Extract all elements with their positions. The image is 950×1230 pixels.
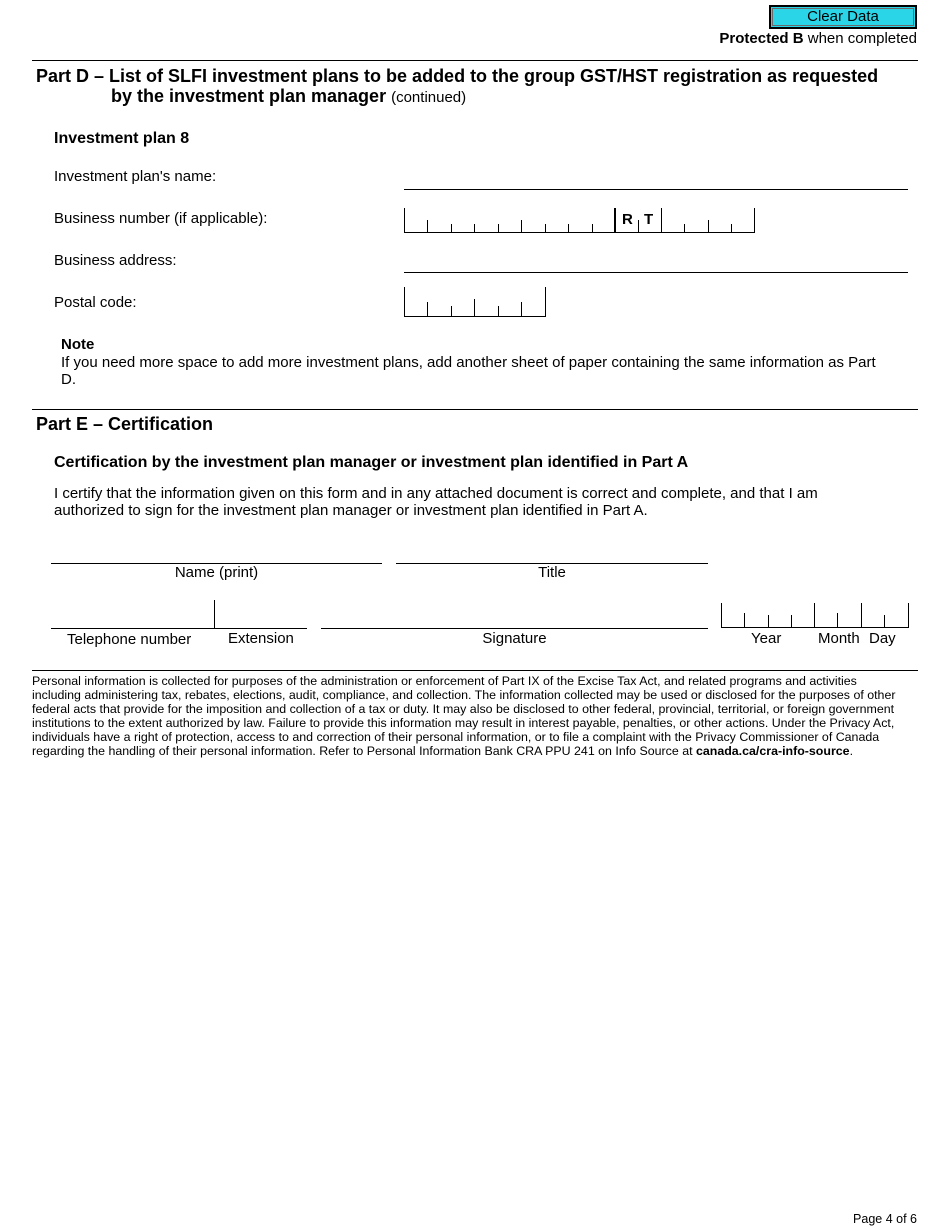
business-address-label: Business address: [54, 252, 177, 269]
protected-status [719, 30, 917, 47]
privacy-text: Personal information is collected for purposes of the administration or enforcement of Part IX of the Excise Tax Act, and related programs and activities including administering tax, rebates, elections, audit, compliance, and collection. The information collected may be used or disclosed for the purposes of other federal acts that provide for the imposition and collection of a tax or duty. It may also be disclosed to other federal, provincial, territorial, or foreign government institutions to the extent authorized by law. Failure to provide this information may result in interest payable, penalties, or other actions. Under the Privacy Act, individuals have a right of protection, access to and correction of their personal information, or to file a complaint with the Privacy Commissioner of Canada regarding the handling of their personal information. Refer to Personal Information Bank CRA PPU 241 on Info Source at [32, 674, 896, 758]
bn-tick [708, 220, 709, 232]
plan-name-label: Investment plan's name: [54, 168, 217, 185]
postal-tick [427, 302, 428, 316]
note-text: If you need more space to add more investment plans, add another sheet of paper containing the same information as Part D. [61, 354, 876, 388]
date-tick [908, 603, 909, 628]
bn-r: R [622, 211, 633, 228]
privacy-end: . [849, 744, 854, 758]
telephone-label: Telephone number [67, 631, 192, 648]
bn-tick [731, 224, 732, 232]
bn-tick [661, 208, 662, 233]
bn-tick [592, 224, 593, 232]
divider [32, 409, 918, 410]
protected-level: Protected B [719, 30, 804, 47]
bn-tick [638, 220, 639, 232]
divider [32, 670, 918, 671]
certification-text: I certify that the information given on this form and in any attached document is correct and complete, and that I am authorized to sign for the investment plan manager or investment plan identified in Part A. [54, 485, 818, 519]
postal-baseline [404, 316, 546, 317]
date-tick [814, 603, 815, 628]
date-tick [861, 603, 862, 628]
title-label: Title [538, 564, 566, 581]
postal-tick [498, 306, 499, 316]
bn-t: T [644, 211, 654, 228]
date-tick [791, 615, 792, 627]
part-d-continued: (continued) [391, 89, 467, 106]
date-tick [721, 603, 722, 628]
investment-plan-heading: Investment plan 8 [54, 130, 190, 147]
bn-tick [451, 224, 452, 232]
clear-data-button[interactable]: Clear Data [769, 5, 917, 29]
postal-tick [404, 287, 405, 317]
divider [32, 60, 918, 61]
name-print-label: Name (print) [174, 564, 259, 581]
postal-code-field[interactable] [404, 287, 546, 317]
certification-heading: Certification by the investment plan manager or investment plan identified in Part A [54, 454, 689, 471]
page-number: Page 4 of 6 [853, 1212, 917, 1226]
date-tick [768, 615, 769, 627]
bn-tick [545, 224, 546, 232]
bn-tick [474, 224, 475, 232]
part-d-title-line1: Part D – List of SLFI investment plans to be added to the group GST/HST registration as requested [36, 66, 879, 86]
day-label: Day [869, 630, 896, 647]
postal-code-label: Postal code: [54, 294, 137, 311]
signature-label: Signature [482, 630, 547, 647]
date-tick [837, 613, 838, 627]
business-number-label: Business number (if applicable): [54, 210, 268, 227]
bn-tick [754, 208, 755, 233]
date-field[interactable] [721, 603, 909, 628]
business-number-field[interactable] [404, 208, 755, 233]
note-heading: Note [61, 336, 95, 353]
telephone-field[interactable] [51, 628, 307, 629]
part-d-title-line2 [111, 86, 466, 107]
privacy-statement [32, 674, 908, 758]
year-label: Year [751, 630, 782, 647]
part-e-title: Part E – Certification [36, 414, 214, 434]
bn-baseline [404, 232, 755, 233]
signature-field[interactable] [321, 628, 708, 629]
postal-tick [521, 302, 522, 316]
bn-tick [498, 224, 499, 232]
bn-tick [568, 224, 569, 232]
bn-tick [521, 220, 522, 232]
bn-tick [684, 224, 685, 232]
plan-name-field[interactable] [404, 189, 908, 190]
bn-tick [614, 208, 616, 233]
extension-divider [214, 600, 215, 628]
protected-suffix: when completed [803, 30, 917, 47]
extension-label: Extension [228, 630, 294, 647]
month-label: Month [818, 630, 860, 647]
date-tick [744, 613, 745, 627]
business-address-field[interactable] [404, 272, 908, 273]
bn-tick [427, 220, 428, 232]
date-baseline [721, 627, 909, 628]
postal-tick [451, 306, 452, 316]
info-source-link[interactable]: canada.ca/cra-info-source [695, 744, 850, 758]
postal-tick [474, 299, 475, 316]
bn-tick [404, 208, 405, 233]
part-d-title-manager: by the investment plan manager [111, 86, 387, 106]
postal-tick [545, 287, 546, 317]
date-tick [884, 615, 885, 627]
